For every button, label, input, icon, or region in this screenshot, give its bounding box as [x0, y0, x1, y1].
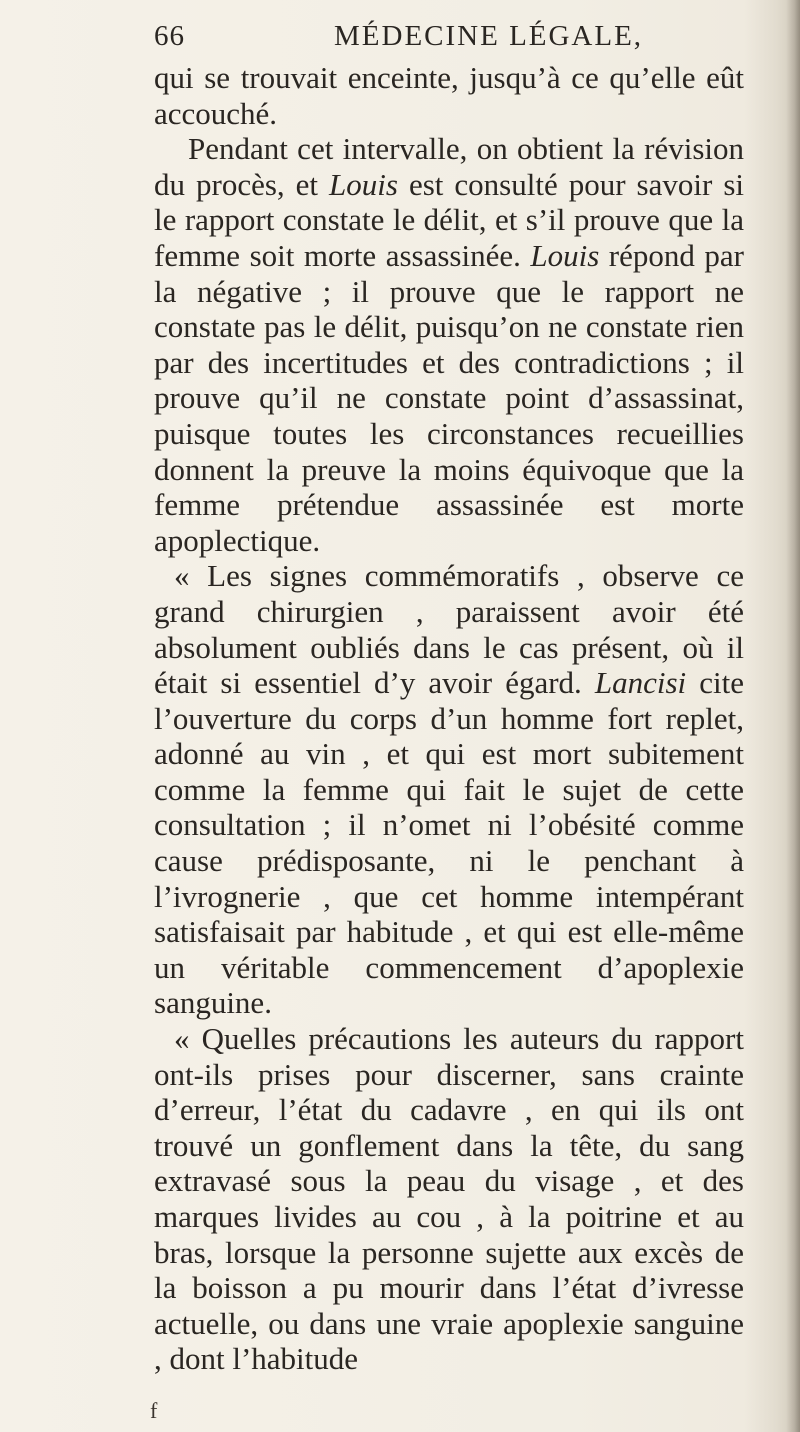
- paragraph-4: [154, 1021, 744, 1377]
- footer-mark: f: [150, 1398, 158, 1423]
- paragraph-3: [154, 558, 744, 1021]
- paragraph-2-text-3: répond par la négative ; il prouve que le rapport ne constate pas le délit, puisqu’on ne constate rien par des incertitudes et des contradictions ; il prouve qu’il ne constate point d’assassinat, puisque toutes les circonstances recueillies donnent la preuve la moins équivoque que la femme prétendue assassinée est morte apoplectique.: [154, 237, 744, 558]
- running-title: MÉDECINE LÉGALE,: [334, 20, 644, 52]
- paragraph-3-text-1: « Les signes commémoratifs , observe ce grand chirurgien , paraissent avoir été absolument oubliés dans le cas présent, où il était si essentiel d’y avoir égard.: [154, 558, 744, 701]
- paragraph-2-text-2: est consulté pour savoir si le rapport constate le délit, et s’il prouve que la femme soit morte assassinée.: [154, 166, 744, 273]
- paragraph-4-text: « Quelles précautions les auteurs du rapport ont-ils prises pour discerner, sans crainte d’erreur, l’état du cadavre , en qui ils ont trouvé un gonflement dans la tête, du sang extravasé sous la peau du visage , et des marques livides au cou , à la poitrine et au bras, lorsque la personne sujette aux excès de la boisson a pu mourir dans l’état d’ivresse actuelle, ou dans une vraie apoplexie sanguine , dont l’habitude: [154, 1021, 744, 1377]
- paragraph-1-text: qui se trouvait enceinte, jusqu’à ce qu’elle eût accouché.: [154, 60, 744, 131]
- paragraph-1: [154, 60, 744, 131]
- name-louis-2: Louis: [530, 237, 600, 273]
- page-header: [154, 20, 724, 60]
- name-louis-1: Louis: [329, 166, 398, 202]
- paragraph-2: [154, 131, 744, 558]
- page-edge-shadow: [786, 0, 800, 1432]
- paragraph-2-text-1: Pendant cet intervalle, on obtient la révision du procès, et: [154, 131, 744, 202]
- paragraph-3-text-2: cite l’ouverture du corps d’un homme fort replet, adonné au vin , et qui est mort subitement comme la femme qui fait le sujet de cette consultation ; il n’omet ni l’obésité comme cause prédisposante, ni le penchant à l’ivrognerie , que cet homme intempérant satisfaisait par habitude , et qui est elle-même un véritable commencement d’apoplexie sanguine.: [154, 665, 744, 1021]
- body-text: [154, 60, 744, 1377]
- name-lancisi: Lancisi: [594, 665, 687, 701]
- page-number: 66: [154, 20, 185, 52]
